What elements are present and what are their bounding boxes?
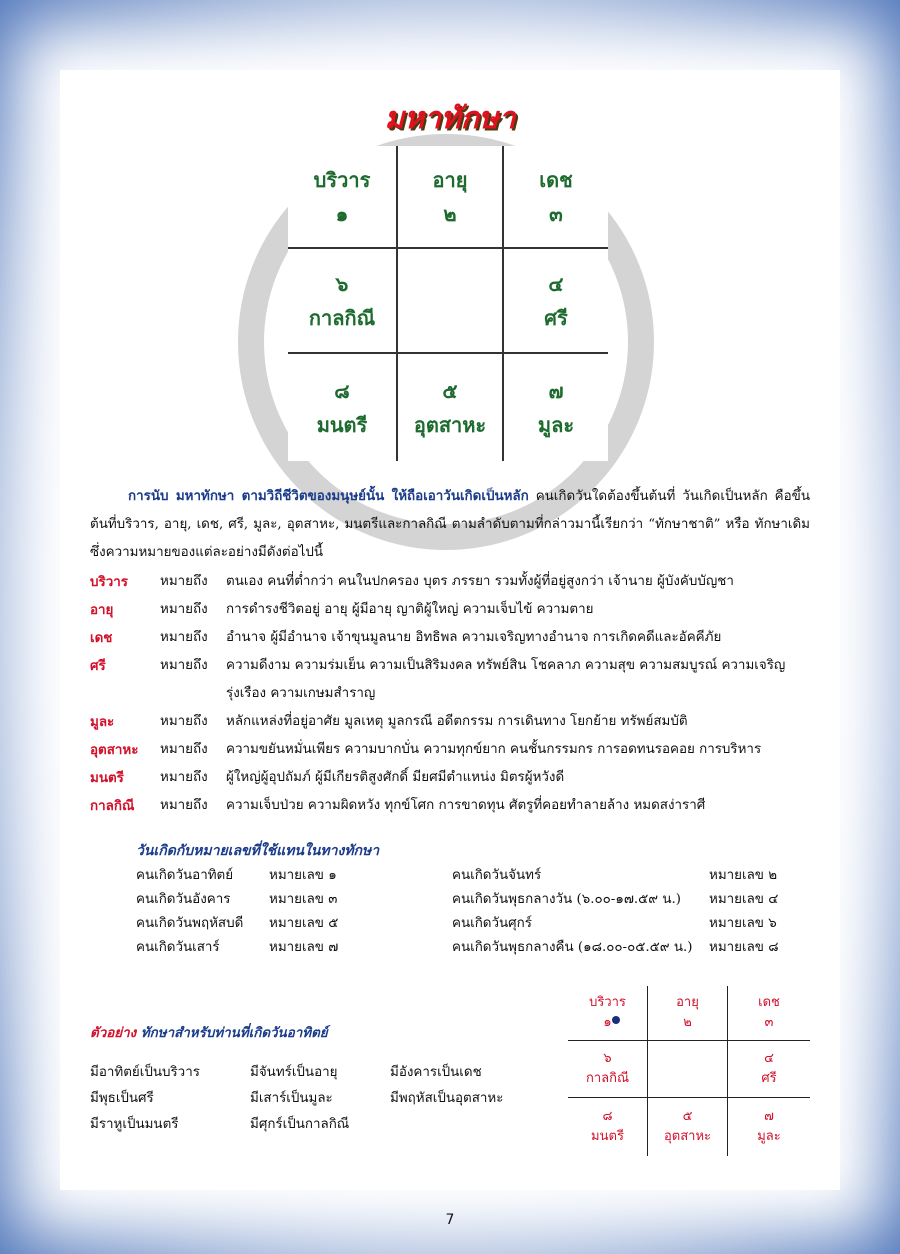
grid-cell [398,354,504,461]
mini-grid-cell-number: ๖ [603,1051,612,1066]
day-cell: หมายเลข ๑ [269,868,337,883]
grid-cell-number: ๕ [442,378,458,403]
grid-cell [398,146,504,249]
meaning-verb: หมายถึง [160,658,208,673]
mini-grid-cell-name: อุตสาหะ [663,1129,712,1144]
mini-grid-cell [728,1098,810,1156]
day-cell: หมายเลข ๗ [269,940,339,955]
meaning-term: เดช [90,630,113,646]
day-cell: คนเกิดวันจันทร์ [452,868,542,883]
grid-cell-name: เดช [539,167,573,192]
mini-grid-cell [728,1041,810,1098]
day-cell: หมายเลข ๖ [709,916,777,931]
meaning-term: มูละ [90,714,115,730]
grid-cell [504,146,608,249]
mini-grid-cell-number: ๔ [764,1051,774,1066]
meaning-verb: หมายถึง [160,714,208,729]
day-cell: คนเกิดวันพุธกลางวัน (๖.๐๐-๑๗.๕๙ น.) [452,892,681,907]
example-cell: มีจันทร์เป็นอายุ [250,1065,338,1080]
grid-cell [288,146,398,249]
grid-cell-number: ๓ [549,201,563,226]
mini-grid-cell-number: ๗ [764,1109,774,1124]
mini-grid-cell-name: กาลกิณี [585,1071,630,1086]
grid-cell [504,354,608,461]
meaning-verb: หมายถึง [160,798,208,813]
grid-cell [504,249,608,354]
mini-grid-cell [568,1098,648,1156]
meaning-row [90,792,820,820]
meaning-term: บริวาร [90,574,128,590]
meaning-term: มนตรี [90,770,124,786]
meaning-row [90,624,820,652]
day-cell: หมายเลข ๒ [709,868,778,883]
example-cell: มีพุธเป็นศรี [90,1091,154,1106]
grid-cell-name: บริวาร [313,167,371,192]
grid-cell-number: ๔ [548,271,564,296]
meaning-text: อำนาจ ผู้มีอำนาจ เจ้าขุนมูลนาย อิทธิพล ความเจริญทางอำนาจ การเกิดคดีและอัคคีภัย [226,630,722,645]
mini-grid-cell-name: อายุ [676,995,699,1010]
example-cell: มีเสาร์เป็นมูละ [250,1091,333,1106]
meaning-term: อุตสาหะ [90,742,139,758]
mini-grid-cell-name: มูละ [757,1129,781,1144]
meaning-text: หลักแหล่งที่อยู่อาศัย มูลเหตุ มูลกรณี อดีตกรรม การเดินทาง โยกย้าย ทรัพย์สมบัติ [226,714,688,729]
grid-cell [288,249,398,354]
day-row [136,912,816,936]
meaning-verb: หมายถึง [160,770,208,785]
birth-dot-icon [612,1016,620,1024]
day-cell: หมายเลข ๓ [269,892,338,907]
meaning-text: ความเจ็บป่วย ความผิดหวัง ทุกข์โศก การขาดทุน ศัตรูที่คอยทำลายล้าง หมดสง่าราศี [226,798,706,813]
example-cell: มีราหูเป็นมนตรี [90,1117,179,1132]
grid-cell [398,249,504,354]
example-cell [390,1112,550,1138]
meaning-verb: หมายถึง [160,742,208,757]
meaning-row [90,596,820,624]
mini-grid-cell-name: เดช [758,995,780,1010]
page-number: 7 [445,1212,455,1228]
day-row [136,864,816,888]
intro-highlight: การนับ มหาทักษา ตามวิถีชีวิตของมนุษย์นั้น ให้ถือเอาวันเกิดเป็นหลัก [128,488,529,504]
meaning-row [90,736,820,764]
mini-grid-cell [568,986,648,1041]
meaning-row [90,764,820,792]
example-row [90,1112,550,1138]
grid-cell-name: กาลกิณี [308,305,376,330]
mini-grid-cell [568,1041,648,1098]
mini-grid-cell [648,986,728,1041]
page-title: มหาทักษา [384,101,516,136]
meaning-row [90,708,820,736]
example-cell: มีอาทิตย์เป็นบริวาร [90,1065,200,1080]
example-row [90,1060,550,1086]
example-row [90,1086,550,1112]
day-section-title: วันเกิดกับหมายเลขที่ใช้แทนในทางทักษา [136,843,380,859]
example-cell: มีอังคารเป็นเดช [390,1065,482,1080]
meaning-term: อายุ [90,602,114,618]
day-cell: คนเกิดวันพุธกลางคืน (๑๘.๐๐-๐๕.๕๙ น.) [452,940,693,955]
meaning-verb: หมายถึง [160,574,208,589]
grid-cell-number: ๑ [335,201,349,226]
grid-cell-number: ๘ [334,378,350,403]
meaning-verb: หมายถึง [160,602,208,617]
meaning-text: ผู้ใหญ่ผู้อุปถัมภ์ ผู้มีเกียรติสูงศักดิ์ มียศมีตำแหน่ง มิตรผู้หวังดี [226,770,565,785]
day-cell: คนเกิดวันอาทิตย์ [136,868,234,883]
mini-grid-cell [648,1041,728,1098]
mini-grid-cell-name: ศรี [761,1071,777,1086]
mini-grid-cell-number: ๒ [683,1015,692,1030]
day-cell: คนเกิดวันเสาร์ [136,940,220,955]
day-cell: คนเกิดวันพฤหัสบดี [136,916,244,931]
mini-grid-cell [728,986,810,1041]
day-cell: หมายเลข ๔ [709,892,779,907]
example-table [90,1060,550,1138]
mini-grid-cell [648,1098,728,1156]
example-heading [90,1022,328,1043]
mini-grid-cell-name: มนตรี [591,1129,624,1144]
example-mini-grid [568,986,810,1156]
example-label: ตัวอย่าง [90,1025,137,1041]
meanings-list [90,568,820,820]
day-cell: คนเกิดวันอังคาร [136,892,231,907]
day-row [136,936,816,960]
mini-grid-cell-number: ๓ [764,1015,774,1030]
meaning-row [90,568,820,596]
grid-cell-name: ศรี [544,305,568,330]
example-title: ทักษาสำหรับท่านที่เกิดวันอาทิตย์ [136,1025,328,1041]
meaning-row [90,652,820,708]
mini-grid-cell-number: ๑ [603,1015,612,1030]
grid-cell-name: อุตสาหะ [413,412,487,437]
mini-grid-cell-number: ๕ [682,1109,693,1124]
meaning-text: ตนเอง คนที่ต่ำกว่า คนในปกครอง บุตร ภรรยา รวมทั้งผู้ที่อยู่สูงกว่า เจ้านาย ผู้บังคับบัญชา [226,574,734,589]
meaning-term: ศรี [90,658,106,674]
maha-taksa-grid [288,146,608,461]
day-row [136,888,816,912]
meaning-term: กาลกิณี [90,798,135,814]
day-number-table [136,864,816,960]
example-cell: มีศุกร์เป็นกาลกิณี [250,1117,350,1132]
example-cell: มีพฤหัสเป็นอุตสาหะ [390,1091,504,1106]
meaning-text: การดำรงชีวิตอยู่ อายุ ผู้มีอายุ ญาติผู้ใหญ่ ความเจ็บไข้ ความตาย [226,602,594,617]
grid-cell-number: ๒ [443,201,457,226]
meaning-text: ความขยันหมั่นเพียร ความบากบั่น ความทุกข์ยาก คนชั้นกรรมกร การอดทนรอคอย การบริหาร [226,742,762,757]
day-cell: หมายเลข ๕ [269,916,339,931]
intro-paragraph [90,482,810,567]
grid-cell-number: ๖ [335,271,349,296]
grid-cell [288,354,398,461]
day-cell: คนเกิดวันศุกร์ [452,916,532,931]
mini-grid-cell-number: ๘ [602,1109,613,1124]
grid-cell-number: ๗ [548,378,564,403]
grid-cell-name: มูละ [537,412,575,437]
day-cell: หมายเลข ๘ [709,940,779,955]
meaning-text: ความดีงาม ความร่มเย็น ความเป็นสิริมงคล ทรัพย์สิน โชคลาภ ความสุข ความสมบูรณ์ ความเจริญรุ่งเรือง ความเกษมสำราญ [226,658,786,701]
grid-cell-name: อายุ [432,167,468,192]
meaning-verb: หมายถึง [160,630,208,645]
grid-cell-name: มนตรี [316,412,368,437]
mini-grid-cell-name: บริวาร [589,995,626,1010]
intro-text: คนเกิดวันใดต้องขึ้นต้นที่ วันเกิดเป็นหลัก คือขึ้นต้นที่บริวาร, อายุ, เดช, ศรี, มูละ, อุตสาหะ, มนตรีและกาลกิณี ตามลำดับตามที่กล่าวมานี้เรียกว่า “ทักษาชาติ” หรือ ทักษาเดิม ซึ่งความหมายของแต่ละอย่างมีดังต่อไปนี้ [90,489,810,560]
